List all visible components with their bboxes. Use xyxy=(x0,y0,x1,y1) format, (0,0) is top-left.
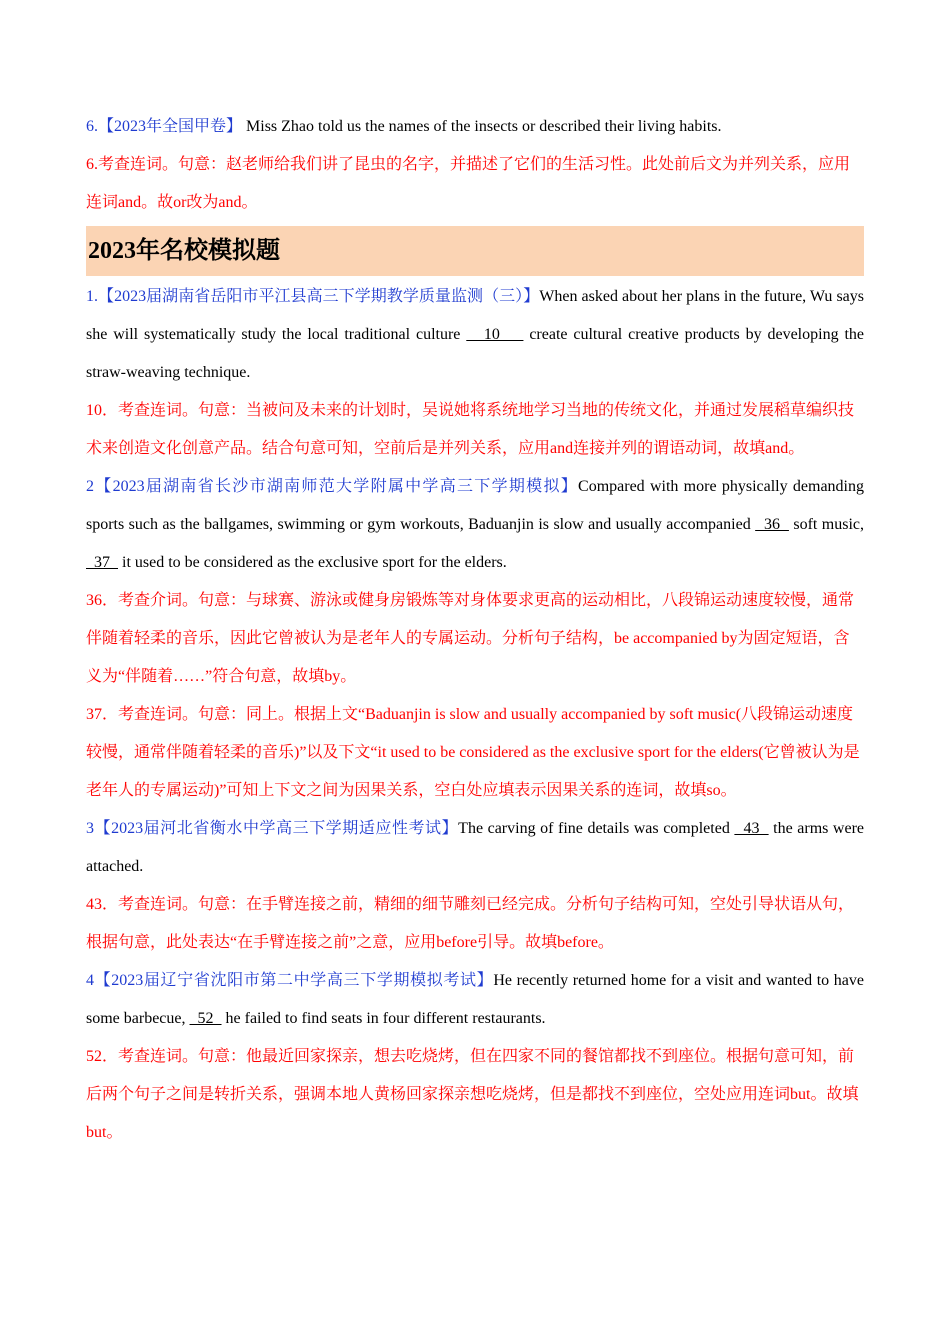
question-4-text-after: he failed to find seats in four different restaurants. xyxy=(221,1010,546,1027)
answer-36: 36．考查介词。句意：与球赛、游泳或健身房锻炼等对身体要求更高的运动相比，八段锦运动速度较慢，通常伴随着轻柔的音乐，因此它曾被认为是老年人的专属运动。分析句子结构，be accompanied by为固定短语，含义为“伴随着……”符合句意，故填by。 xyxy=(86,592,855,685)
blank-36: 36 xyxy=(755,516,789,533)
question-4 xyxy=(86,962,864,1038)
section-heading-container xyxy=(86,226,864,276)
question-2 xyxy=(86,468,864,582)
question-2-text-before: Compared with more physically demanding sports such as the ballgames, swimming or gym workouts, Baduanjin is slow and usually accompanied xyxy=(86,478,864,533)
question-3-text-before: The carving of fine details was completed xyxy=(458,820,735,837)
question-1-source: 【2023届湖南省岳阳市平江县高三下学期教学质量监测（三）】 xyxy=(98,288,540,305)
section-heading: 2023年名校模拟题 xyxy=(86,226,864,276)
question-2-text-after: it used to be considered as the exclusive sport for the elders. xyxy=(118,554,507,571)
question-2-text-middle: soft music, xyxy=(788,516,865,533)
question-4-number: 4 xyxy=(86,972,94,989)
answer-10: 10．考查连词。句意：当被问及未来的计划时，吴说她将系统地学习当地的传统文化，并通过发展稻草编织技术来创造文化创意产品。结合句意可知，空前后是并列关系，应用and连接并列的谓语动词，故填and。 xyxy=(86,402,855,457)
question-3-text-after: the arms were attached. xyxy=(86,820,865,875)
answer-37: 37．考查连词。句意：同上。根据上文“Baduanjin is slow and usually accompanied by soft music(八段锦运动速度较慢，通常伴随着轻柔的音乐)”以及下文“it used to be considered as the exclusive sport for the elders(它曾被认为是老年人的专属运动)”可知上下文之间为因果关系，空白处应填表示因果关系的连词，故填so。 xyxy=(86,706,860,799)
blank-37: 37 xyxy=(86,554,118,571)
question-3-number: 3 xyxy=(86,820,94,837)
question-3 xyxy=(86,810,864,886)
question-1-text-after: create cultural creative products by developing the straw-weaving technique. xyxy=(86,326,865,381)
answer-6: 6.考查连词。句意：赵老师给我们讲了昆虫的名字，并描述了它们的生活习性。此处前后文为并列关系，应用连词and。故or改为and。 xyxy=(86,156,851,211)
blank-52: 52 xyxy=(189,1010,222,1027)
question-2-number: 2 xyxy=(86,478,94,495)
question-6-number: 6. xyxy=(86,118,98,135)
question-4-source: 【2023届辽宁省沈阳市第二中学高三下学期模拟考试】 xyxy=(94,972,494,989)
document-page xyxy=(86,108,864,1152)
question-2-source: 【2023届湖南省长沙市湖南师范大学附属中学高三下学期模拟】 xyxy=(94,478,579,495)
question-1-text-before: When asked about her plans in the future, Wu says she will systematically study the local traditional culture xyxy=(86,288,864,343)
question-3-source: 【2023届河北省衡水中学高三下学期适应性考试】 xyxy=(94,820,459,837)
question-1-number: 1. xyxy=(86,288,98,305)
blank-43: 43 xyxy=(734,820,769,837)
question-6-text: Miss Zhao told us the names of the insects or described their living habits. xyxy=(242,118,722,135)
answer-43: 43．考查连词。句意：在手臂连接之前，精细的细节雕刻已经完成。分析句子结构可知，空处引导状语从句，根据句意，此处表达“在手臂连接之前”之意，应用before引导。故填before。 xyxy=(86,896,855,951)
answer-52: 52．考查连词。句意：他最近回家探亲，想去吃烧烤，但在四家不同的餐馆都找不到座位。根据句意可知，前后两个句子之间是转折关系，强调本地人黄杨回家探亲想吃烧烤，但是都找不到座位，空处应用连词but。故填but。 xyxy=(86,1048,859,1141)
question-1 xyxy=(86,278,864,392)
blank-10: 10 xyxy=(466,326,524,343)
question-6-source: 【2023年全国甲卷】 xyxy=(98,118,243,135)
question-4-text-before: He recently returned home for a visit and wanted to have some barbecue, xyxy=(86,972,864,1027)
question-6 xyxy=(86,108,864,146)
